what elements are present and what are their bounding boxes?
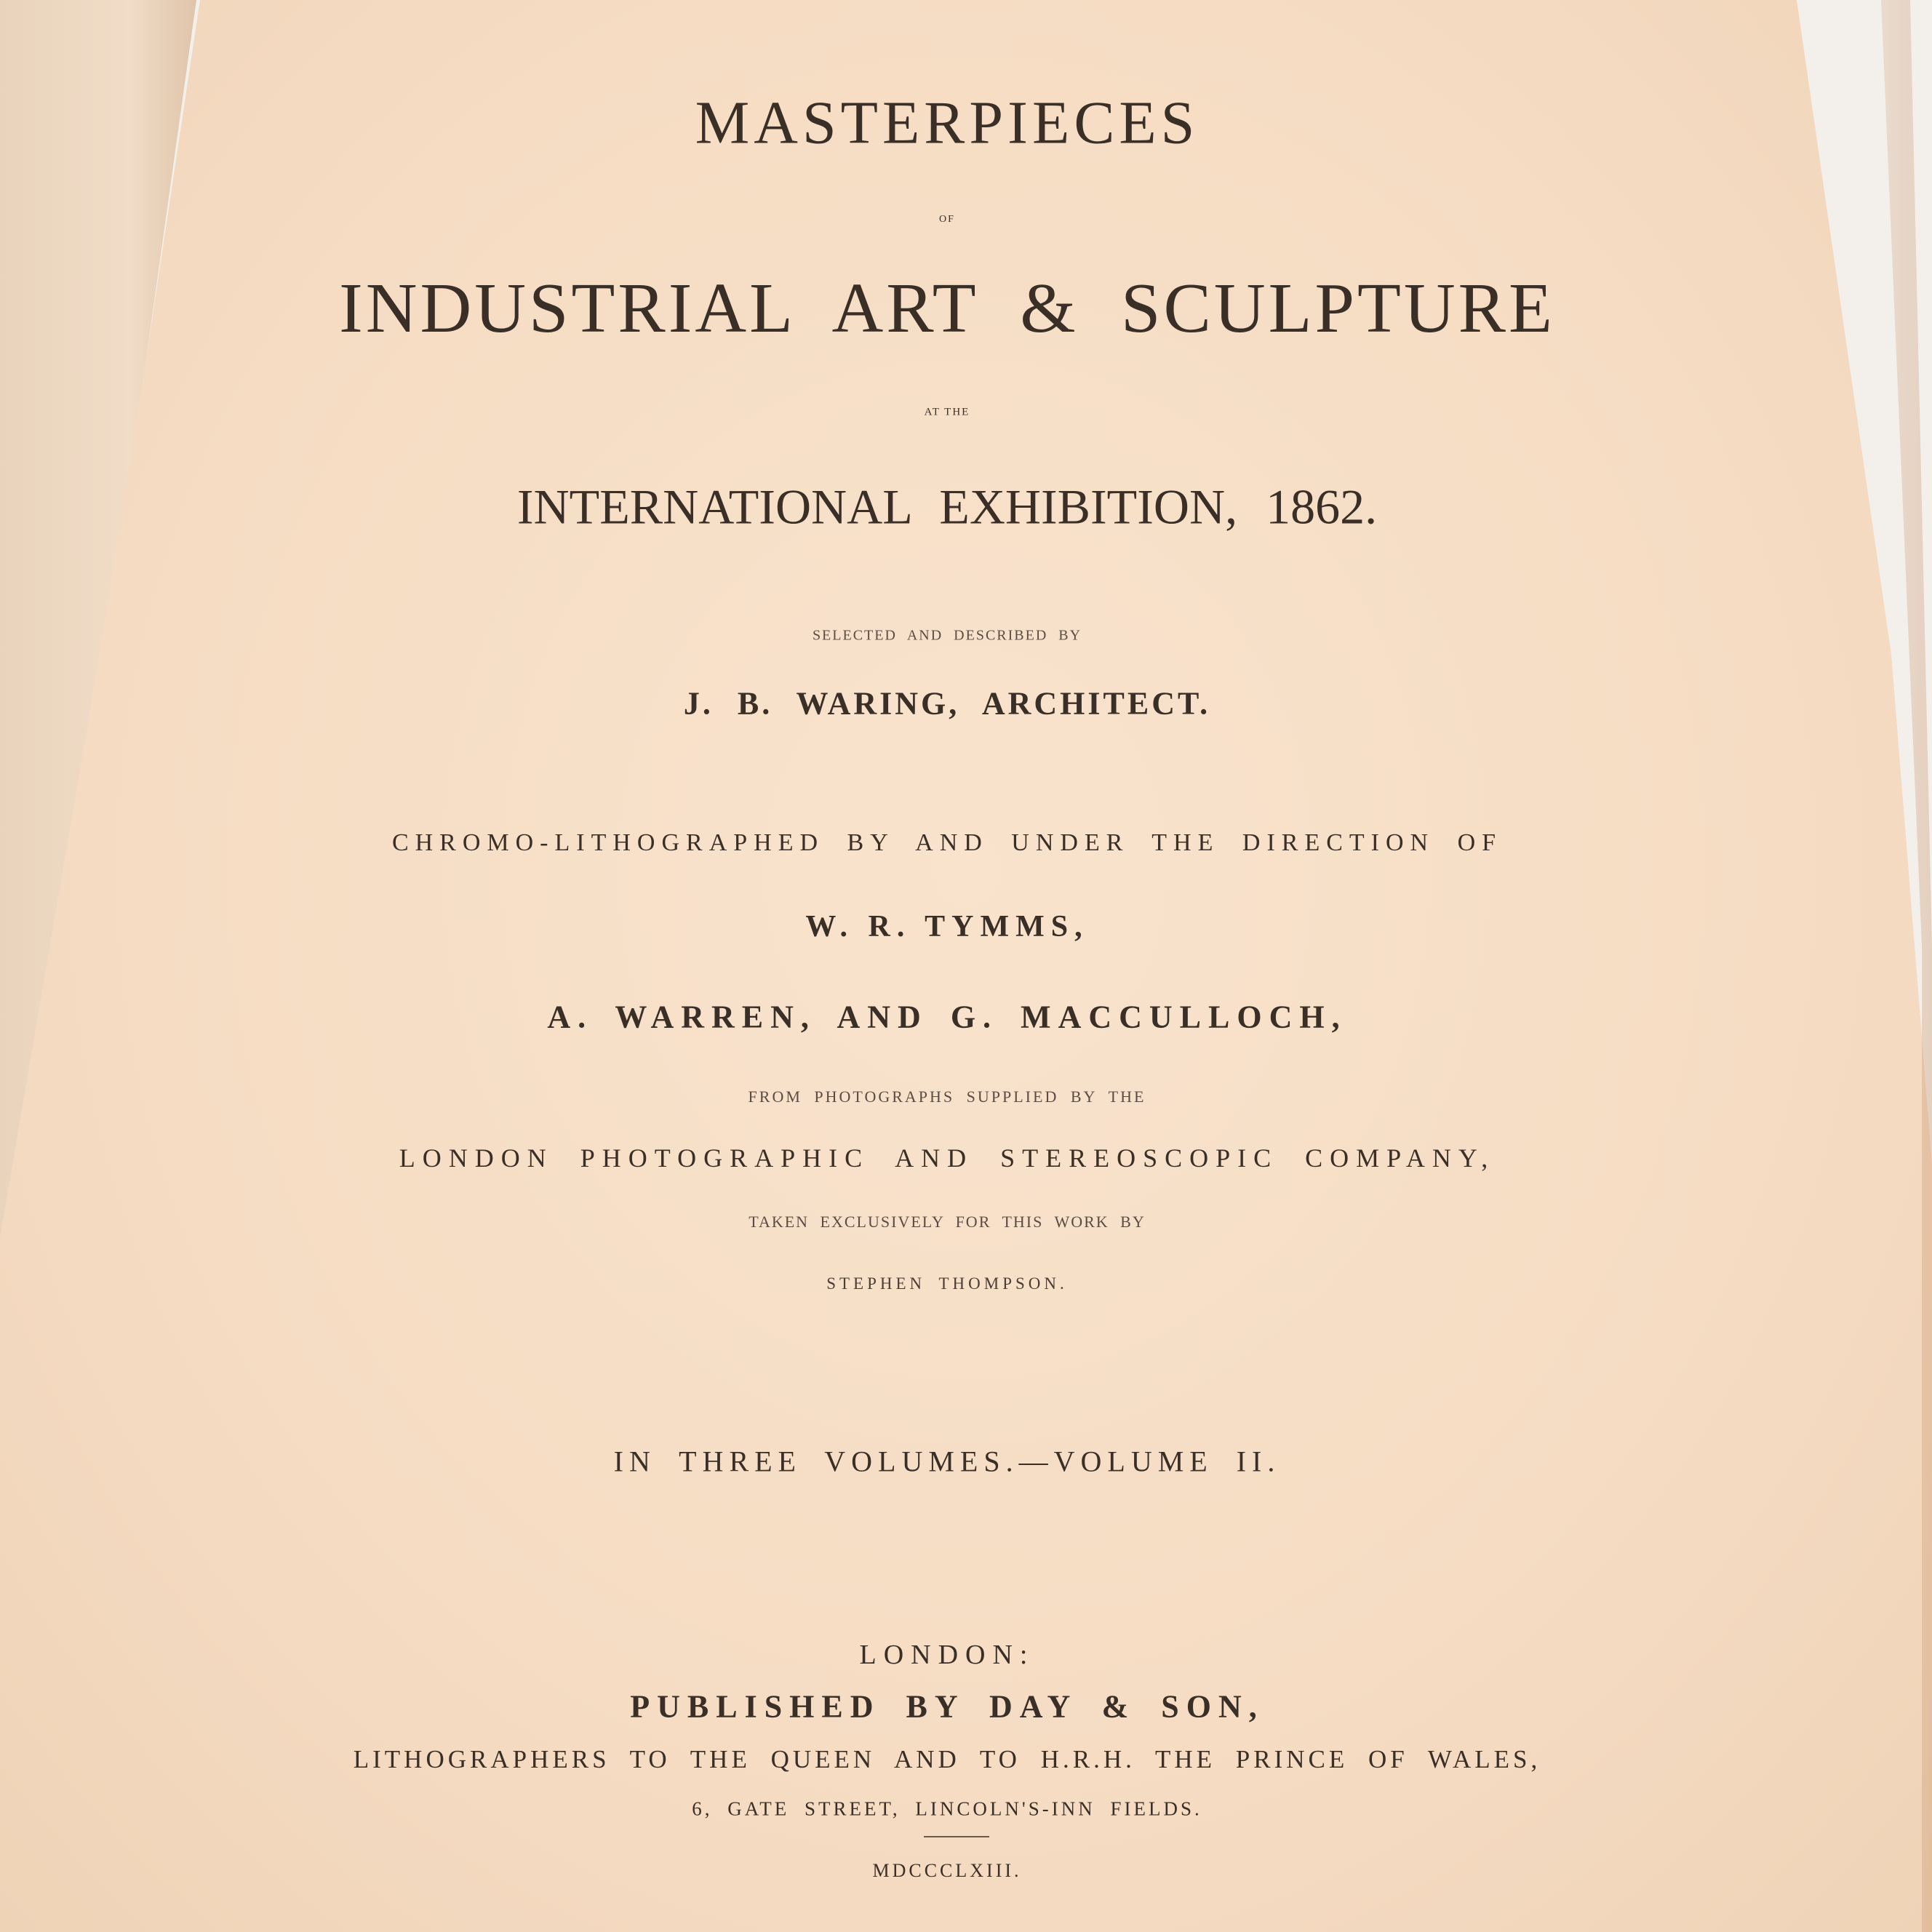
photographer-name: STEPHEN THOMPSON. [826, 1274, 1068, 1293]
from-photographs-text: FROM PHOTOGRAPHS SUPPLIED BY THE [748, 1087, 1146, 1106]
book-title: MASTERPIECES [695, 89, 1199, 157]
exhibition-title: INTERNATIONAL EXHIBITION, 1862. [516, 479, 1378, 535]
lithographers-warren-macculloch: A. WARREN, AND G. MACCULLOCH, [547, 999, 1347, 1035]
author-name: J. B. WARING, ARCHITECT. [683, 685, 1211, 722]
publication-year: MDCCCLXIII. [872, 1860, 1022, 1881]
publisher-address: 6, GATE STREET, LINCOLN'S-INN FIELDS. [692, 1797, 1202, 1820]
selected-by-text: SELECTED AND DESCRIBED BY [812, 627, 1082, 644]
taken-by-text: TAKEN EXCLUSIVELY FOR THIS WORK BY [749, 1213, 1146, 1231]
city: LONDON: [859, 1640, 1035, 1670]
volume-info: IN THREE VOLUMES.—VOLUME II. [613, 1445, 1281, 1478]
publisher-role: LITHOGRAPHERS TO THE QUEEN AND TO H.R.H. THE PRINCE OF WALES, [353, 1745, 1541, 1773]
of-text: OF [939, 214, 955, 225]
divider-rule [924, 1836, 989, 1837]
at-the-text: AT THE [924, 406, 970, 418]
lithographer-tymms: W. R. TYMMS, [805, 910, 1089, 943]
publisher: PUBLISHED BY DAY & SON, [630, 1688, 1264, 1725]
chromo-credit: CHROMO-LITHOGRAPHED BY AND UNDER THE DIRECTION OF [391, 829, 1503, 856]
photo-company: LONDON PHOTOGRAPHIC AND STEREOSCOPIC COMPANY, [399, 1143, 1496, 1173]
subject-title: INDUSTRIAL ART & SCULPTURE [339, 269, 1555, 348]
